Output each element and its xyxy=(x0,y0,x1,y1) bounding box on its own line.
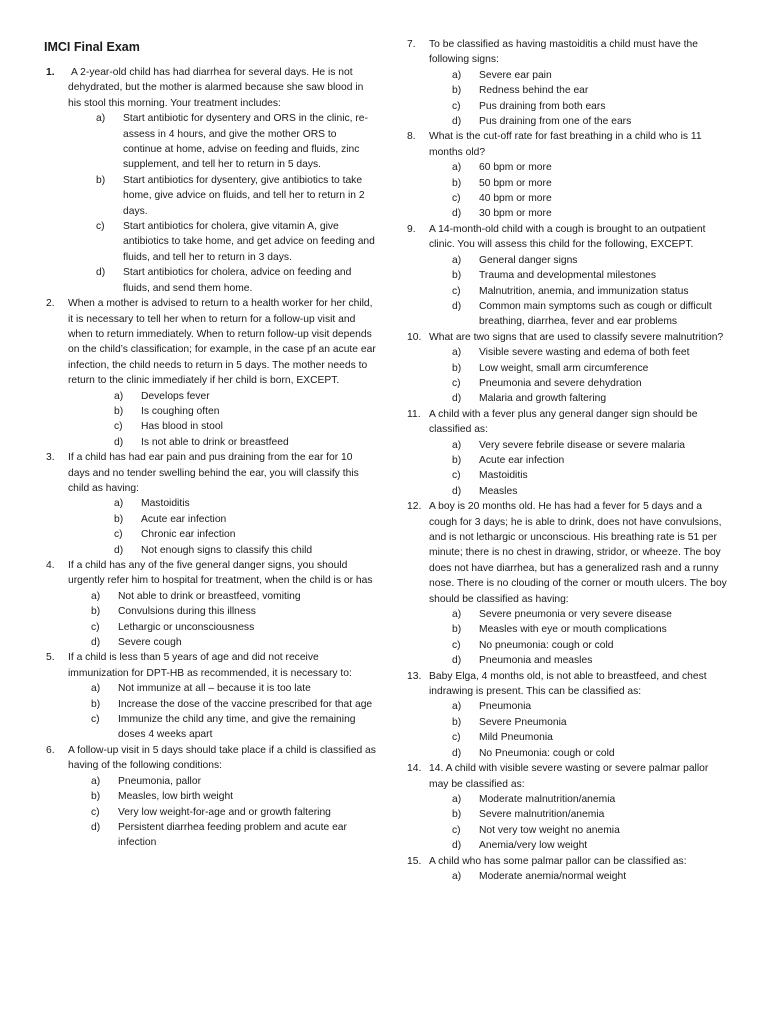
answer-option[interactable] xyxy=(452,284,727,299)
option-label: c) xyxy=(452,100,461,112)
answer-option[interactable] xyxy=(452,345,727,360)
option-label: a) xyxy=(91,590,101,602)
option-label: a) xyxy=(452,439,462,451)
option-text: 60 bpm or more xyxy=(479,162,552,174)
answer-option[interactable] xyxy=(452,622,727,637)
answer-option[interactable] xyxy=(114,543,376,558)
page-title: IMCI Final Exam xyxy=(44,40,140,54)
question-item xyxy=(46,296,376,450)
question-text: When a mother is advised to return to a health worker for her child, it is necessary to tell her when to return for a follow-up visit and when to return immediately. When to return follow-up visit depends on the child’s classification; for example, in the case pf an acute ear infection, the child needs to return in 5 days. The mother needs to return to the clinic immediately if her child is born, EXCEPT. xyxy=(68,298,376,387)
option-text: 50 bpm or more xyxy=(479,177,552,189)
option-text: Severe cough xyxy=(118,637,182,649)
option-text: Measles xyxy=(479,485,518,497)
answer-option[interactable] xyxy=(96,111,376,173)
answer-option[interactable] xyxy=(91,789,376,804)
answer-option[interactable] xyxy=(452,83,727,98)
answer-option[interactable] xyxy=(452,391,727,406)
answer-option[interactable] xyxy=(452,638,727,653)
option-label: d) xyxy=(452,840,462,852)
option-text: Severe ear pain xyxy=(479,69,552,81)
answer-option[interactable] xyxy=(452,160,727,175)
option-text: Has blood in stool xyxy=(141,421,223,433)
option-label: b) xyxy=(452,809,462,821)
option-label: b) xyxy=(452,454,462,466)
option-text: Is coughing often xyxy=(141,405,220,417)
answer-option[interactable] xyxy=(91,604,376,619)
option-text: Not immunize at all – because it is too late xyxy=(118,683,311,695)
question-text: A boy is 20 months old. He has had a fever for 5 days and a cough for 3 days; he is able to drink, does not have convulsions, and is not lethargic or unconscious. His breathing rate is 51 per minute; there is no chest in drawing, stridor, or wheeze. The boy does not have diarrhea, but has a generalized rash and a runny nose. There is no clouding of the corner or mouth ulcers. The boy should be classified as having: xyxy=(429,501,727,605)
answer-option[interactable] xyxy=(96,173,376,219)
option-list xyxy=(452,869,727,884)
question-number: 6. xyxy=(46,744,55,756)
option-text: Anemia/very low weight xyxy=(479,840,588,852)
answer-option[interactable] xyxy=(452,253,727,268)
answer-option[interactable] xyxy=(452,68,727,83)
option-text: Measles, low birth weight xyxy=(118,791,234,803)
option-label: a) xyxy=(114,498,124,510)
answer-option[interactable] xyxy=(114,512,376,527)
question-item xyxy=(407,854,727,885)
option-label: c) xyxy=(91,714,100,726)
option-list xyxy=(114,496,376,558)
answer-option[interactable] xyxy=(96,219,376,265)
option-text: Mastoiditis xyxy=(479,470,528,482)
option-label: a) xyxy=(114,390,124,402)
option-list xyxy=(452,438,727,500)
question-item xyxy=(407,37,727,129)
option-text: Trauma and developmental milestones xyxy=(479,270,657,282)
answer-option[interactable] xyxy=(452,838,727,853)
option-text: Pneumonia xyxy=(479,701,532,713)
option-label: b) xyxy=(452,270,462,282)
option-text: Start antibiotics for cholera, give vitamin A, give antibiotics to take home, and get advice on feeding and fluids, and tell her to return in 3 days. xyxy=(123,221,375,263)
answer-option[interactable] xyxy=(452,607,727,622)
option-label: c) xyxy=(91,806,100,818)
answer-option[interactable] xyxy=(452,361,727,376)
option-text: Mild Pneumonia xyxy=(479,732,553,744)
option-label: c) xyxy=(452,470,461,482)
option-label: b) xyxy=(452,85,462,97)
question-number: 3. xyxy=(46,452,55,464)
option-text: No Pneumonia: cough or cold xyxy=(479,747,615,759)
question-text: A 14-month-old child with a cough is brought to an outpatient clinic. You will assess this child for the following, EXCEPT. xyxy=(429,223,706,251)
option-text: Redness behind the ear xyxy=(479,85,589,97)
answer-option[interactable] xyxy=(452,730,727,745)
option-list xyxy=(91,681,376,743)
option-text: Pneumonia and severe dehydration xyxy=(479,377,642,389)
option-label: c) xyxy=(452,824,461,836)
option-label: a) xyxy=(452,347,462,359)
answer-option[interactable] xyxy=(452,114,727,129)
option-text: Chronic ear infection xyxy=(141,529,236,541)
question-text: A 2-year-old child has had diarrhea for several days. He is not dehydrated, but the mother is alarmed because she saw blood in his stool this morning. Your treatment includes: xyxy=(68,67,364,109)
option-list xyxy=(452,160,727,222)
option-label: b) xyxy=(452,177,462,189)
answer-option[interactable] xyxy=(114,389,376,404)
answer-option[interactable] xyxy=(452,869,727,884)
question-item xyxy=(46,450,376,558)
question-text: What is the cut-off rate for fast breathing in a child who is 11 months old? xyxy=(429,131,702,158)
option-text: Measles with eye or mouth complications xyxy=(479,624,667,636)
question-item xyxy=(407,407,727,499)
option-list xyxy=(452,345,727,407)
option-text: Pus draining from both ears xyxy=(479,100,606,112)
option-text: Pneumonia and measles xyxy=(479,655,593,667)
answer-option[interactable] xyxy=(91,820,376,851)
question-text: To be classified as having mastoiditis a child must have the following signs: xyxy=(429,39,699,66)
option-label: b) xyxy=(96,174,106,186)
option-text: General danger signs xyxy=(479,254,578,266)
answer-option[interactable] xyxy=(114,435,376,450)
question-text: A follow-up visit in 5 days should take place if a child is classified as having of the following conditions: xyxy=(68,744,376,772)
option-list xyxy=(91,589,376,651)
option-label: a) xyxy=(452,793,462,805)
answer-option[interactable] xyxy=(91,681,376,696)
answer-option[interactable] xyxy=(114,419,376,434)
answer-option[interactable] xyxy=(452,268,727,283)
option-text: Persistent diarrhea feeding problem and acute ear infection xyxy=(118,821,347,849)
option-text: Not very tow weight no anemia xyxy=(479,824,620,836)
answer-option[interactable] xyxy=(114,527,376,542)
option-text: Low weight, small arm circumference xyxy=(479,362,649,374)
question-item xyxy=(407,669,727,761)
answer-option[interactable] xyxy=(96,265,376,296)
option-text: Common main symptoms such as cough or difficult breathing, diarrhea, fever and ear problems xyxy=(479,300,712,328)
answer-option[interactable] xyxy=(452,206,727,221)
option-label: c) xyxy=(114,421,123,433)
option-label: d) xyxy=(91,821,101,833)
option-label: d) xyxy=(452,300,462,312)
answer-option[interactable] xyxy=(91,805,376,820)
answer-option[interactable] xyxy=(452,453,727,468)
question-item xyxy=(46,65,376,296)
question-item xyxy=(407,761,727,853)
question-text: Baby Elga, 4 months old, is not able to breastfeed, and chest indrawing is present. This can be classified as: xyxy=(429,670,707,698)
answer-option[interactable] xyxy=(452,376,727,391)
option-text: Acute ear infection xyxy=(141,513,227,525)
option-text: Very low weight-for-age and or growth faltering xyxy=(118,806,331,818)
question-number: 13. xyxy=(407,670,422,682)
answer-option[interactable] xyxy=(452,823,727,838)
option-label: d) xyxy=(91,637,101,649)
option-label: a) xyxy=(452,162,462,174)
question-number: 1. xyxy=(46,67,55,78)
option-text: Malaria and growth faltering xyxy=(479,393,607,405)
option-text: No pneumonia: cough or cold xyxy=(479,639,614,651)
option-list xyxy=(452,253,727,330)
option-label: d) xyxy=(452,393,462,405)
question-item xyxy=(46,650,376,742)
option-list xyxy=(452,607,727,669)
question-text: A child with a fever plus any general danger sign should be classified as: xyxy=(429,408,698,436)
answer-option[interactable] xyxy=(91,620,376,635)
option-label: a) xyxy=(452,870,462,882)
option-label: d) xyxy=(452,116,462,128)
option-text: Pneumonia, pallor xyxy=(118,775,201,787)
question-number: 14. xyxy=(407,763,422,775)
option-label: a) xyxy=(452,701,462,713)
right-column xyxy=(407,37,727,884)
question-number: 7. xyxy=(407,39,416,50)
option-label: b) xyxy=(91,698,101,710)
option-text: 40 bpm or more xyxy=(479,193,552,205)
question-text: If a child has any of the five general danger signs, you should urgently refer him to hospital for treatment, when the child is or has xyxy=(68,560,373,587)
option-list xyxy=(91,774,376,851)
answer-option[interactable] xyxy=(452,792,727,807)
option-label: b) xyxy=(114,405,124,417)
option-list xyxy=(114,389,376,451)
option-label: a) xyxy=(96,113,106,125)
option-text: Severe Pneumonia xyxy=(479,716,567,728)
option-label: b) xyxy=(452,362,462,374)
option-label: a) xyxy=(452,609,462,621)
option-label: a) xyxy=(452,69,462,81)
option-label: b) xyxy=(114,513,124,525)
option-label: d) xyxy=(114,436,124,448)
option-label: a) xyxy=(91,775,101,787)
left-column xyxy=(46,65,376,851)
question-item xyxy=(407,222,727,330)
option-text: Start antibiotics for dysentery, give antibiotics to take home, give advice on fluids, and tell her to return in 2 days. xyxy=(123,174,365,217)
option-list xyxy=(452,68,727,130)
option-text: Not enough signs to classify this child xyxy=(141,544,313,556)
answer-option[interactable] xyxy=(452,299,727,330)
option-text: Visible severe wasting and edema of both feet xyxy=(479,347,690,359)
question-number: 8. xyxy=(407,131,416,143)
answer-option[interactable] xyxy=(452,746,727,761)
answer-option[interactable] xyxy=(91,635,376,650)
option-list xyxy=(452,792,727,854)
option-text: Is not able to drink or breastfeed xyxy=(141,436,289,448)
option-text: Very severe febrile disease or severe malaria xyxy=(479,439,686,451)
question-number: 5. xyxy=(46,652,55,664)
option-text: Pus draining from one of the ears xyxy=(479,116,632,128)
option-label: b) xyxy=(452,624,462,636)
question-item xyxy=(46,558,376,650)
option-label: b) xyxy=(452,716,462,728)
question-text: If a child has had ear pain and pus draining from the ear for 10 days and no tender swelling behind the ear, you will classify this child as having: xyxy=(68,452,359,494)
question-item xyxy=(407,499,727,668)
option-label: c) xyxy=(114,529,123,541)
option-list xyxy=(96,111,376,296)
option-text: Not able to drink or breastfeed, vomiting xyxy=(118,590,301,602)
option-label: d) xyxy=(452,208,462,220)
option-label: c) xyxy=(452,377,461,389)
question-number: 9. xyxy=(407,223,416,235)
question-text: What are two signs that are used to classify severe malnutrition? xyxy=(429,331,724,343)
option-label: a) xyxy=(91,683,101,695)
answer-option[interactable] xyxy=(452,715,727,730)
answer-option[interactable] xyxy=(452,653,727,668)
option-text: Acute ear infection xyxy=(479,454,565,466)
answer-option[interactable] xyxy=(452,699,727,714)
answer-option[interactable] xyxy=(452,176,727,191)
answer-option[interactable] xyxy=(114,496,376,511)
question-text: A child who has some palmar pallor can be classified as: xyxy=(429,855,687,867)
answer-option[interactable] xyxy=(452,99,727,114)
question-text: 14. A child with visible severe wasting or severe palmar pallor may be classified as: xyxy=(429,763,709,790)
answer-option[interactable] xyxy=(91,589,376,604)
answer-option[interactable] xyxy=(91,697,376,712)
option-text: Convulsions during this illness xyxy=(118,606,256,618)
option-text: Moderate malnutrition/anemia xyxy=(479,793,616,805)
answer-option[interactable] xyxy=(452,807,727,822)
question-item xyxy=(46,743,376,851)
question-number: 15. xyxy=(407,855,422,867)
question-number: 10. xyxy=(407,331,422,343)
option-text: Immunize the child any time, and give the remaining doses 4 weeks apart xyxy=(118,714,356,741)
option-text: Lethargic or unconsciousness xyxy=(118,621,255,633)
option-label: c) xyxy=(96,221,105,233)
question-number: 4. xyxy=(46,560,55,571)
option-text: Start antibiotic for dysentery and ORS in the clinic, re-assess in 4 hours, and give the mother ORS to continue at home, advise on feeding and fluids, zinc supplement, and tell her to return in 5 days. xyxy=(123,113,368,171)
option-label: d) xyxy=(452,747,462,759)
option-label: d) xyxy=(452,655,462,667)
option-text: Mastoiditis xyxy=(141,498,190,510)
option-label: c) xyxy=(452,639,461,651)
answer-option[interactable] xyxy=(114,404,376,419)
option-text: Severe pneumonia or very severe disease xyxy=(479,609,672,621)
option-list xyxy=(452,699,727,761)
option-text: Start antibiotics for cholera, advice on feeding and fluids, and send them home. xyxy=(123,267,352,294)
question-number: 2. xyxy=(46,298,55,310)
option-label: c) xyxy=(452,193,461,205)
option-label: b) xyxy=(91,791,101,803)
option-text: 30 bpm or more xyxy=(479,208,552,220)
option-label: d) xyxy=(452,485,462,497)
option-text: Malnutrition, anemia, and immunization status xyxy=(479,285,689,297)
option-text: Develops fever xyxy=(141,390,210,402)
question-number: 12. xyxy=(407,501,422,513)
answer-option[interactable] xyxy=(91,712,376,743)
answer-option[interactable] xyxy=(452,484,727,499)
question-text: If a child is less than 5 years of age and did not receive immunization for DPT-HB as recommended, it is necessary to: xyxy=(68,652,352,679)
option-label: c) xyxy=(452,732,461,744)
option-text: Moderate anemia/normal weight xyxy=(479,870,627,882)
option-label: d) xyxy=(114,544,124,556)
option-label: d) xyxy=(96,267,106,279)
option-label: b) xyxy=(91,606,101,618)
answer-option[interactable] xyxy=(452,468,727,483)
option-label: c) xyxy=(91,621,100,633)
question-item xyxy=(407,330,727,407)
answer-option[interactable] xyxy=(452,438,727,453)
option-text: Severe malnutrition/anemia xyxy=(479,809,605,821)
option-label: a) xyxy=(452,254,462,266)
option-text: Increase the dose of the vaccine prescribed for that age xyxy=(118,698,373,710)
question-item xyxy=(407,129,727,221)
option-label: c) xyxy=(452,285,461,297)
answer-option[interactable] xyxy=(452,191,727,206)
answer-option[interactable] xyxy=(91,774,376,789)
question-number: 11. xyxy=(407,408,421,420)
